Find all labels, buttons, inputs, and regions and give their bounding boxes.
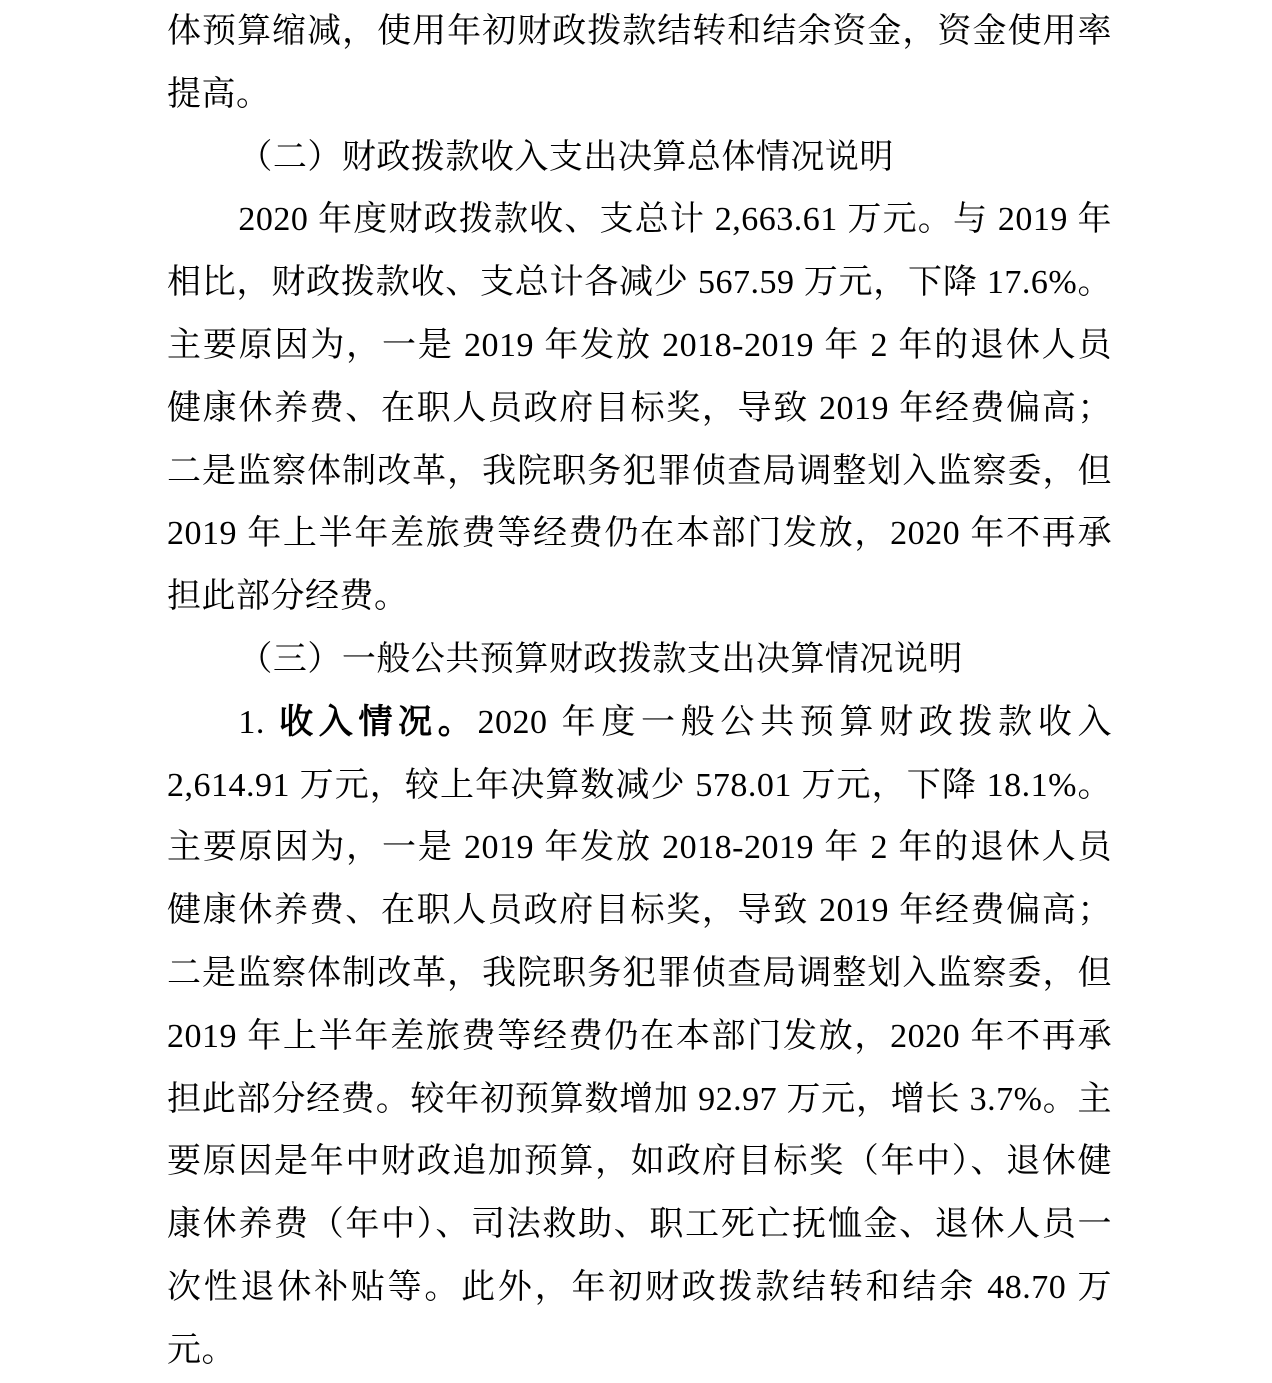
text-run: 2020 年度财政拨款收、支总计 2,663.61 万元。与 2019 年相比，财政拨款收、支总计各减少 567.59 万元，下降 17.6%。主要原因为，一是 2019 年发放 2018-2019 年 2 年的退休人员健康休养费、在职人员政府目标奖，导致 2019 年经费偏高；二是监察体制改革，我院职务犯罪侦查局调整划入监察委，但 2019 年上半年差旅费等经费仍在本部门发放，2020 年不再承担此部分经费。	[167, 201, 1112, 616]
heading-section-3	[167, 629, 1112, 692]
paragraph-income-situation	[167, 692, 1112, 1383]
heading-section-2	[167, 127, 1112, 190]
paragraph-fiscal-appropriation-total	[167, 189, 1112, 629]
paragraph-continuation	[167, 1, 1112, 127]
text-run: 1.	[238, 703, 280, 741]
text-run: （三）一般公共预算财政拨款支出决算情况说明	[238, 640, 963, 678]
text-run: 体预算缩减，使用年初财政拨款结转和结余资金，资金使用率提高。	[167, 13, 1112, 113]
text-run-bold: 收入情况。	[279, 703, 478, 741]
text-run: 2020 年度一般公共预算财政拨款收入 2,614.91 万元，较上年决算数减少 578.01 万元，下降 18.1%。主要原因为，一是 2019 年发放 2018-2019 年 2 年的退休人员健康休养费、在职人员政府目标奖，导致 2019 年经费偏高；二是监察体制改革，我院职务犯罪侦查局调整划入监察委，但 2019 年上半年差旅费等经费仍在本部门发放，2020 年不再承担此部分经费。较年初预算数增加 92.97 万元，增长 3.7%。主要原因是年中财政追加预算，如政府目标奖（年中）、退休健康休养费（年中）、司法救助、职工死亡抚恤金、退休人员一次性退休补贴等。此外，年初财政拨款结转和结余 48.70 万元。	[167, 703, 1113, 1369]
text-run: （二）财政拨款收入支出决算总体情况说明	[238, 138, 894, 176]
